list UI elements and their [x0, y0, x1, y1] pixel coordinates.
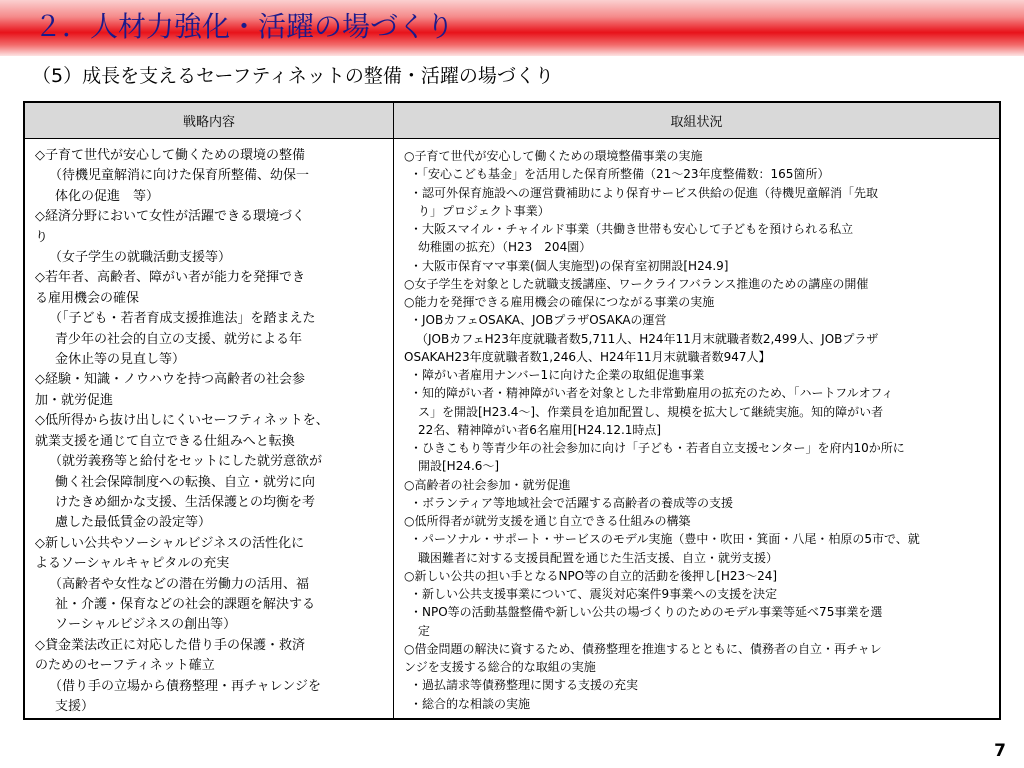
strategy-line: 金休止等の見直し等） [55, 352, 186, 368]
status-line: ・ひきこもり等青少年の社会参加に向け「子ども・若者自立支援センター」を府内10か所に [410, 441, 905, 455]
strategy-line: ◇低所得から抜け出しにくいセーフティネットを、 [35, 413, 329, 429]
status-list [394, 139, 999, 713]
strategy-line: （高齢者や女性などの潜在労働力の活用、福 [49, 576, 310, 592]
section-subtitle: （5）成長を支えるセーフティネットの整備・活躍の場づくり [32, 65, 554, 87]
status-line: ・大阪スマイル・チャイルド事業（共働き世帯も安心して子どもを預けられる私立 [410, 222, 854, 236]
strategy-line: のためのセーフティネット確立 [35, 658, 215, 674]
status-line: ・大阪市保育ママ事業(個人実施型)の保育室初開設[H24.9] [410, 258, 729, 273]
strategy-line: （女子学生の就職活動支援等） [49, 250, 232, 266]
status-line: 22名、精神障がい者6名雇用[H24.12.1時点] [418, 422, 662, 437]
status-line: ・新しい公共支援事業について、震災対応案件9事業への支援を決定 [410, 587, 778, 601]
strategy-line: ◇経験・知識・ノウハウを持つ高齢者の社会参 [35, 372, 305, 388]
status-line: ・認可外保育施設への運営費補助により保育サービス供給の促進（待機児童解消「先取 [410, 185, 879, 200]
status-line: り」プロジェクト事業） [418, 203, 550, 218]
status-line: ○女子学生を対象とした就職支援講座、ワークライフバランス推進のための講座の開催 [404, 276, 869, 291]
strategy-table [23, 101, 1001, 720]
strategy-line: 就業支援を通じて自立できる仕組みへと転換 [35, 433, 295, 449]
status-line: ○借金問題の解決に資するため、債務整理を推進するとともに、債務者の自立・再チャレ [404, 641, 882, 656]
strategy-line: ◇若年者、高齢者、障がい者が能力を発揮でき [35, 270, 305, 286]
status-line: 定 [418, 623, 431, 638]
status-line: ○低所得者が就労支援を通じ自立できる仕組みの構築 [404, 514, 691, 528]
strategy-line: 支援） [55, 698, 95, 714]
strategy-line: ◇子育て世代が安心して働くための環境の整備 [35, 148, 305, 163]
status-line: 開設[H24.6～] [418, 459, 500, 474]
strategy-line: （就労義務等と給付をセットにした就労意欲が [49, 454, 323, 470]
status-line: ○子育て世代が安心して働くための環境整備事業の実施 [404, 149, 703, 163]
status-line: ○高齢者の社会参加・就労促進 [404, 477, 571, 492]
slide-title: ２．人材力強化・活躍の場づくり [34, 10, 455, 43]
status-line: OSAKAH23年度就職者数1,246人、H24年11月末就職者数947人】 [404, 349, 771, 364]
strategy-line: り [35, 229, 49, 245]
strategy-line: ◇経済分野において女性が活躍できる環境づく [35, 209, 305, 225]
status-line: ・総合的な相談の実施 [410, 696, 531, 711]
status-line: ・障がい者雇用ナンバー1に向けた企業の取組促進事業 [410, 368, 705, 382]
strategy-line: 体化の促進 等） [55, 188, 160, 204]
strategy-cell [25, 139, 394, 719]
strategy-line: （待機児童解消に向けた保育所整備、幼保一 [49, 168, 310, 184]
status-line: ・知的障がい者・精神障がい者を対象とした非常勤雇用の拡充のため、「ハートフルオフィ [410, 386, 894, 401]
status-line: ・ボランティア等地域社会で活躍する高齢者の養成等の支援 [410, 495, 734, 510]
strategy-line: ◇貸金業法改正に対応した借り手の保護・救済 [35, 637, 305, 653]
strategy-line: ソーシャルビジネスの創出等） [55, 617, 237, 633]
strategy-line: よるソーシャルキャピタルの充実 [35, 556, 230, 572]
strategy-line: けたきめ細かな支援、生活保護との均衡を考 [55, 494, 316, 510]
strategy-line: 加・就労促進 [35, 392, 114, 408]
strategy-line: 働く社会保障制度への転換、自立・就労に向 [55, 474, 316, 490]
status-line: 幼稚園の拡充）（H23 204園） [418, 240, 592, 255]
column-header-strategy: 戦略内容 [25, 103, 394, 139]
status-line: ンジを支援する総合的な取組の実施 [404, 660, 596, 674]
strategy-line: る雇用機会の確保 [35, 290, 140, 306]
status-line: ス」を開設[H23.4～]、作業員を追加配置し、規模を拡大して継続実施。知的障がい者 [418, 404, 884, 419]
strategy-line: ◇新しい公共やソーシャルビジネスの活性化に [35, 535, 305, 551]
strategy-line: 祉・介護・保育などの社会的課題を解決する [55, 596, 316, 612]
status-line: ・パーソナル・サポート・サービスのモデル実施（豊中・吹田・箕面・八尾・柏原の5市で、就 [410, 532, 920, 547]
strategy-line: （「子ども・若者育成支援推進法」を踏まえた [49, 311, 316, 327]
status-line: ・過払請求等債務整理に関する支援の充実 [410, 678, 639, 693]
strategy-line: （借り手の立場から債務整理・再チャレンジを [49, 678, 321, 694]
status-line: ○新しい公共の担い手となるNPO等の自立的活動を後押し[H23～24] [404, 568, 778, 583]
status-line: 職困難者に対する支援員配置を通じた生活支援、自立・就労支援） [418, 550, 779, 565]
status-line: ・「安心こども基金」を活用した保育所整備（21～23年度整備数：165箇所） [410, 167, 830, 182]
column-header-status: 取組状況 [394, 103, 1000, 139]
status-line: ○能力を発揮できる雇用機会の確保につながる事業の実施 [404, 295, 715, 309]
strategy-list [25, 139, 393, 717]
strategy-line: 青少年の社会的自立の支援、就労による年 [55, 331, 303, 347]
status-cell [394, 139, 1000, 719]
status-line: ・JOBカフェOSAKA、JOBプラザOSAKAの運営 [410, 313, 667, 328]
page-number: 7 [994, 741, 1006, 761]
strategy-line: 慮した最低賃金の設定等） [55, 515, 212, 531]
status-line: （JOBカフェH23年度就職者数5,711人、H24年11月末就職者数2,499人、JOBプラザ [416, 331, 879, 346]
status-line: ・NPO等の活動基盤整備や新しい公共の場づくりのためのモデル事業等延べ75事業を選 [410, 605, 883, 620]
